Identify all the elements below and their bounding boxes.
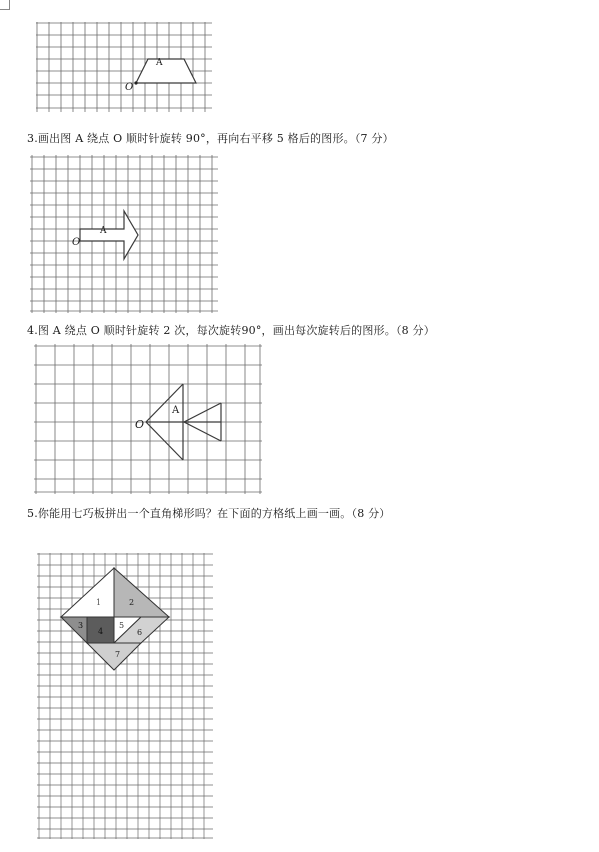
question-4-number: 4.	[27, 324, 38, 337]
tangram-label-5: 5	[119, 621, 125, 630]
arrow-label-a: A	[100, 226, 107, 236]
triangle-label-a: A	[172, 405, 180, 416]
arrow-grid-svg	[30, 155, 218, 313]
question-5-number: 5.	[27, 507, 38, 520]
question-3-text: 画出图 A 绕点 O 顺时针旋转 90°，再向右平移 5 格后的图形。（7 分）	[37, 132, 394, 145]
grid-lines	[34, 344, 262, 494]
tangram-label-4: 4	[98, 627, 104, 636]
question-4-text: 图 A 绕点 O 顺时针旋转 2 次，每次旋转90°，画出每次旋转后的图形。（8 分）	[37, 324, 435, 337]
trapezoid-label-a: A	[156, 58, 163, 68]
tangram-label-6: 6	[137, 628, 143, 637]
question-5-text: 你能用七巧板拼出一个直角梯形吗？在下面的方格纸上画一画。（8 分）	[37, 507, 391, 520]
tangram-grid-svg	[37, 553, 213, 839]
triangle-grid-svg	[34, 344, 262, 494]
question-3	[27, 130, 394, 146]
question-3-number: 3.	[27, 132, 38, 145]
question-4	[27, 322, 435, 338]
tangram-label-2: 2	[129, 598, 135, 607]
figure-tangram-grid	[37, 553, 213, 839]
point-o-label: O	[135, 418, 145, 431]
point-o-dot	[134, 81, 137, 84]
figure-triangle-grid	[34, 344, 262, 494]
question-5	[27, 505, 391, 521]
arrow-a	[80, 211, 138, 259]
point-o-label: O	[125, 82, 134, 93]
tangram-label-7: 7	[115, 650, 121, 659]
figure-trapezoid-grid	[36, 22, 212, 114]
tangram-label-3: 3	[78, 621, 84, 630]
tangram-label-1: 1	[96, 598, 102, 607]
point-o-label: O	[72, 237, 81, 248]
figure-arrow-grid	[30, 155, 218, 313]
trapezoid-grid-svg	[36, 22, 212, 114]
page-corner-mark	[0, 0, 10, 10]
